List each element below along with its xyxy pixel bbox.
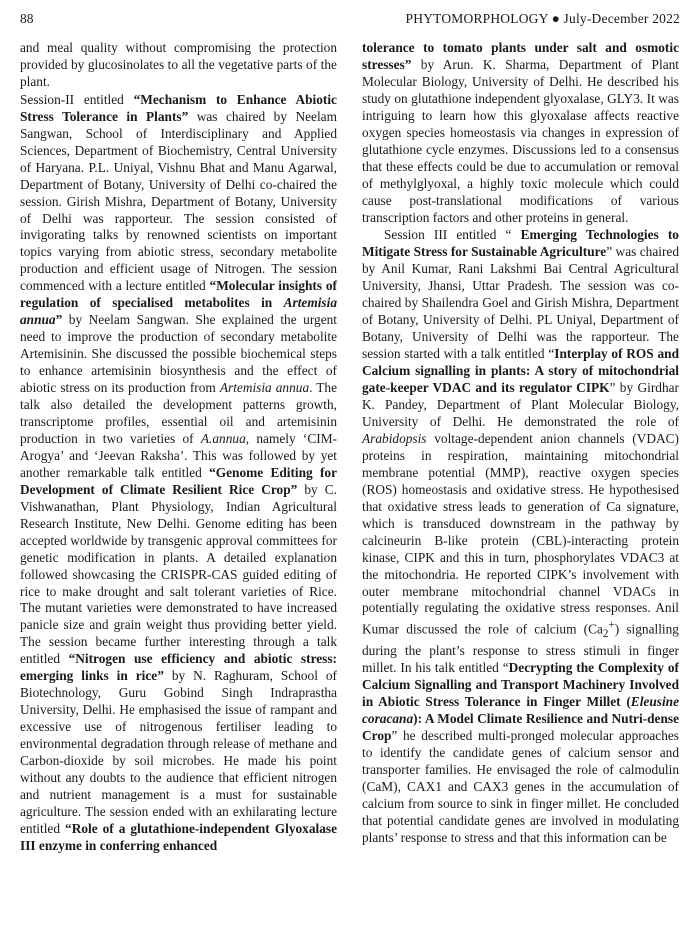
talk-title-glyoxalase-continued: tolerance to tomato plants under salt and osmotic stresses” [362, 40, 679, 72]
left-column [20, 40, 337, 855]
paragraph-glyoxalase-continued: tolerance to tomato plants under salt and osmotic stresses” by Arun. K. Sharma, Department of Plant Molecular Biology, University of Delhi. He described his study on glutathione independent glyoxalase, GLY3. It was intriguing to learn how this glyoxalase affects reactive oxygen species homeostasis via changes in expression of glutathione cycle enzymes. Discussions led to a consensus that these effects could be due to accumulation or removal of methylglyoxal, a highly toxic molecule which could cause post-translational modifications of various transcription factors and other proteins in general. [362, 40, 679, 225]
journal-running-head: PHYTOMORPHOLOGY ● July-December 2022 [405, 11, 680, 26]
talk-title-finger-millet: Decrypting the Complexity of Calcium Signalling and Transport Machinery Involved in Abiotic Stress Tolerance in Finger Millet (Eleusine coracana): A Model Climate Resilience and Nutri-dense Crop [362, 660, 679, 744]
talk-title-nitrogen: “Nitrogen use efficiency and abiotic stress: emerging links in rice” [20, 651, 337, 684]
session-two-title: “Mechanism to Enhance Abiotic Stress Tolerance in Plants” [20, 91, 337, 124]
talk-title-glyoxalase: “Role of a glutathione-independent Glyoxalase III enzyme in conferring enhanced [20, 820, 338, 853]
right-column [362, 40, 679, 847]
talk-title-genome-editing: “Genome Editing for Development of Climate Resilient Rice Crop” [20, 464, 338, 497]
talk-title-ros-calcium: Interplay of ROS and Calcium signalling in plants: A story of mitochondrial gate-keeper VDAC and its regulator CIPK [362, 346, 680, 396]
page-number: 88 [20, 11, 34, 26]
page-header [20, 10, 680, 28]
session-three-title: Emerging Technologies to Mitigate Stress for Sustainable Agriculture [362, 227, 679, 260]
talk-title-artemisia: “Molecular insights of regulation of specialised metabolites in Artemisia annua” [20, 278, 337, 328]
paragraph-session-two: Session-II entitled “Mechanism to Enhance Abiotic Stress Tolerance in Plants” was chaired by Neelam Sangwan, School of Interdisciplinary and Applied Sciences, Department of Biochemistry, Central University of Haryana. P.L. Uniyal, Vishnu Bhat and Manu Agarwal, Department of Botany, University of Delhi co-chaired the session. Girish Mishra, Department of Botany, University of Delhi was rapporteur. The session consisted of invigorating talks by renowned scientists on important topics varying from abiotic stress, secondary metabolite production and efficient usage of Nitrogen. The session commenced with a lecture entitled “Molecular insights of regulation of specialised metabolites in Artemisia annua” by Neelam Sangwan. She explained the urgent need to improve the production of secondary metabolite Artemisinin. She discussed the possible biochemical steps to enhance artemisinin biosynthesis and the effect of abiotic stress on its production from Artemisia annua. The talk also detailed the development patterns growth, transcriptome profiles, essential oil and artemisinin production in two varieties of A.annua, namely ‘CIM-Arogya’ and ‘Jeevan Raksha’. This was followed by yet another remarkable talk entitled “Genome Editing for Development of Climate Resilient Rice Crop” by C. Vishwanathan, Plant Physiology, Indian Agricultural Research Institute, New Delhi. Genome editing has been accepted worldwide by transgenic approval committees for genetic modification in plants. A detailed explanation followed showcasing the CRISPR-CAS guided editing of rice to make drought and salt tolerant varieties of Rice. The mutant varieties were demonstrated to have increased panicle size and grain weight thus providing better yield. The session became further interesting through a talk entitled “Nitrogen use efficiency and abiotic stress: emerging links in rice” by N. Raghuram, School of Biotechnology, Guru Gobind Singh Indraprastha University, Delhi. He emphasised the issue of rampant and excessive use of nitrogenous fertiliser leading to environmental degradation through release of methane and Carbon-dioxide by soil microbes. He made his point without any doubts to the audience that efficient nitrogen and nutrient management is a must for sustainable agriculture. The session ended with an exhilarating lecture entitled “Role of a glutathione-independent Glyoxalase III enzyme in conferring enhanced [20, 91, 338, 853]
paragraph-meal-quality: and meal quality without compromising the protection provided by glucosinolates to all the vegetative parts of the plant. [20, 40, 337, 89]
paragraph-session-three: Session III entitled “ Emerging Technologies to Mitigate Stress for Sustainable Agriculture” was chaired by Anil Kumar, Rani Lakshmi Bai Central Agricultural University, Jhansi, Uttar Pradesh. The session was co-chaired by Shailendra Goel and Girish Mishra, Department of Botany, University of Delhi. PL Uniyal, Department of Botany, University of Delhi was the rapporteur. The session started with a talk entitled “Interplay of ROS and Calcium signalling in plants: A story of mitochondrial gate-keeper VDAC and its regulator CIPK” by Girdhar K. Pandey, Department of Plant Molecular Biology, University of Delhi. He demonstrated the role of Arabidopsis voltage-dependent anion channels (VDAC) proteins in respiration, maintaining mitochondrial membrane potential (MMP), reactive oxygen species (ROS) homeostasis and oxidative stress. He hypothesised that oxidative stress leads to generation of Ca signature, which is transduced downstream in the pathway by calcineurin B-like protein (CBL)-interacting protein kinase, CIPK and this in turn, phosphorylates VDAC3 at the mitochondria. He reported CIPK’s involvement with outer membrane mitochondrial channel VDACs in potentially regulating the oxidative stress responses. Anil Kumar discussed the role of calcium $(Ca_2^+)$ signalling during the plant’s response to stress stimuli in finger millet. In his talk entitled “Decrypting the Complexity of Calcium Signalling and Transport Machinery Involved in Abiotic Stress Tolerance in Finger Millet (Eleusine coracana): A Model Climate Resilience and Nutri-dense Crop” he described multi-pronged molecular approaches to identify the candidate genes of calcium sensor and transporter families. He envisaged the role of calmodulin (CaM), CAX1 and CAX3 genes in the accumulation of calcium from source to sink in finger millet. He concluded that potential candidate genes are involved in modulating plants’ response to stress and that this information can be [362, 227, 680, 845]
